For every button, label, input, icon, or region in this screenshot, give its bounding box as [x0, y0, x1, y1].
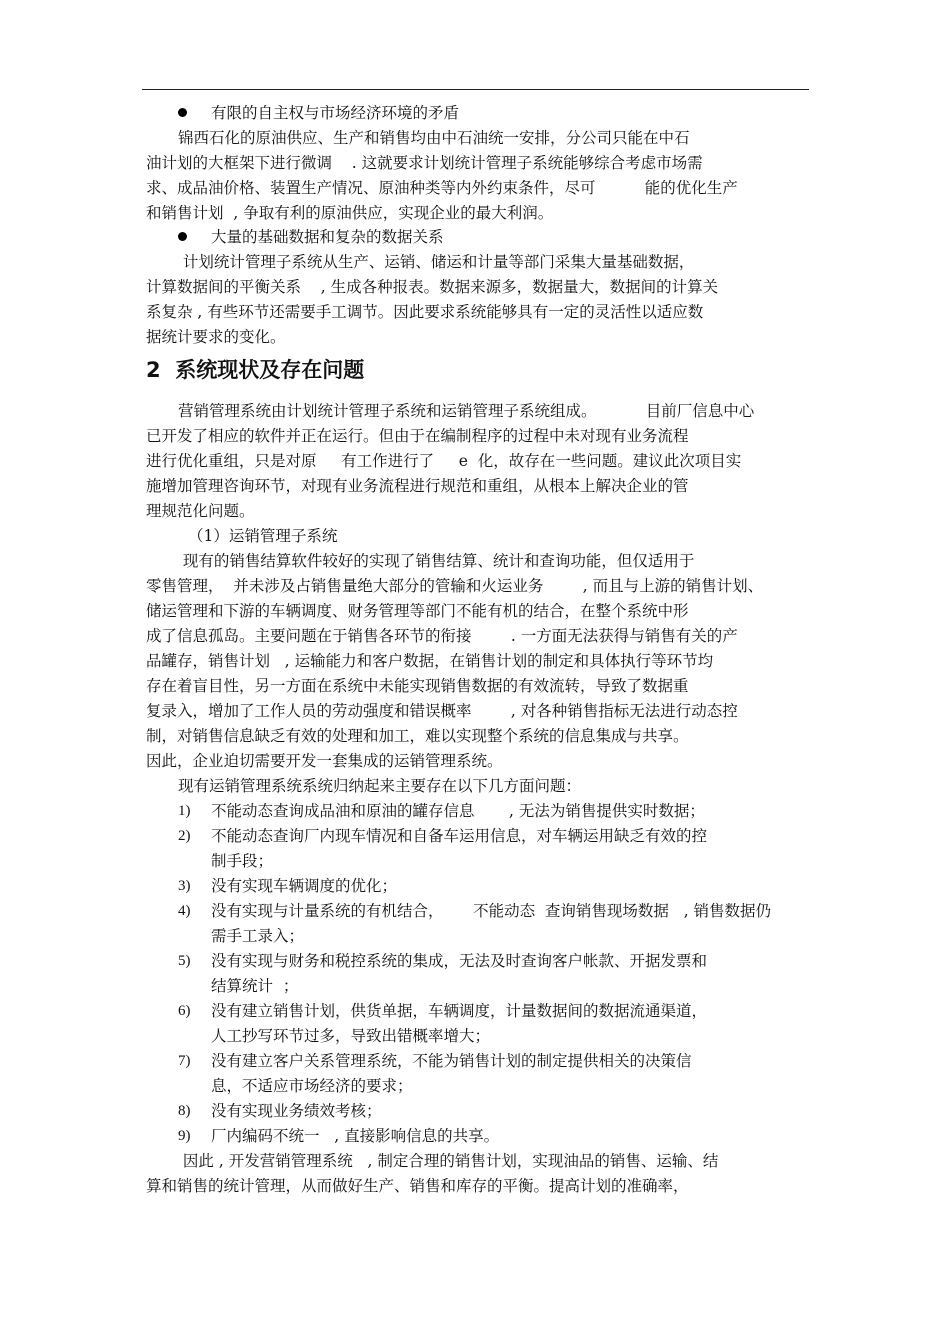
- paragraph-line: 因此，企业迫切需要开发一套集成的运销管理系统。: [146, 752, 503, 770]
- list-item: 没有建立客户关系管理系统，不能为销售计划的制定提供相关的决策信: [211, 1052, 692, 1070]
- list-number: 2): [178, 828, 191, 844]
- paragraph-line: 成了信息孤岛。主要问题在于销售各环节的衔接 . 一方面无法获得与销售有关的产: [146, 627, 738, 645]
- section-heading: 2 系统现状及存在问题: [146, 358, 365, 382]
- list-number: 6): [178, 1003, 191, 1019]
- paragraph-line: 现有的销售结算软件较好的实现了销售结算、统计和查询功能，但仅适用于: [178, 552, 695, 570]
- list-item: 不能动态查询厂内现车情况和自备车运用信息，对车辆运用缺乏有效的控: [211, 827, 708, 845]
- bullet-icon: [178, 108, 187, 117]
- bullet-item: 有限的自主权与市场经济环境的矛盾: [211, 104, 460, 122]
- list-item-continuation: 人工抄写环节过多，导致出错概率增大；: [211, 1027, 491, 1045]
- list-item: 没有实现业务绩效考核；: [211, 1102, 382, 1120]
- paragraph-line: 求、成品油价格、装置生产情况、原油种类等内外约束条件，尽可 能的优化生产: [146, 179, 738, 197]
- paragraph-line: 锦西石化的原油供应、生产和销售均由中石油统一安排，分公司只能在中石: [178, 129, 690, 147]
- list-item-continuation: 需手工录入；: [211, 927, 305, 945]
- paragraph-line: 据统计要求的变化。: [146, 328, 286, 346]
- list-item: 没有实现车辆调度的优化；: [211, 877, 398, 895]
- paragraph-line: 算和销售的统计管理，从而做好生产、销售和库存的平衡。提高计划的准确率，: [146, 1177, 689, 1195]
- paragraph-line: 因此 , 开发营销管理系统 , 制定合理的销售计划，实现油品的销售、运输、结: [178, 1152, 719, 1170]
- paragraph-line: 营销管理系统由计划统计管理子系统和运销管理子系统组成。 目前厂信息中心: [178, 402, 755, 420]
- list-item: 厂内编码不统一 , 直接影响信息的共享。: [211, 1127, 500, 1145]
- header-rule: [142, 89, 809, 90]
- bullet-item: 大量的基础数据和复杂的数据关系: [211, 228, 444, 246]
- paragraph-line: 系复杂 , 有些环节还需要手工调节。因此要求系统能够具有一定的灵活性以适应数: [146, 303, 704, 321]
- paragraph-line: 品罐存，销售计划 , 运输能力和客户数据，在销售计划的制定和具体执行等环节均: [146, 652, 714, 670]
- list-item: 不能动态查询成品油和原油的罐存信息 , 无法为销售提供实时数据；: [211, 802, 705, 820]
- list-item: 没有实现与财务和税控系统的集成，无法及时查询客户帐款、开据发票和: [211, 952, 708, 970]
- list-number: 4): [178, 903, 191, 919]
- paragraph-line: 已开发了相应的软件并正在运行。但由于在编制程序的过程中未对现有业务流程: [146, 427, 689, 445]
- list-item-continuation: 制手段；: [211, 852, 274, 870]
- list-item-continuation: 结算统计 ；: [211, 977, 299, 995]
- list-item-continuation: 息，不适应市场经济的要求；: [211, 1077, 413, 1095]
- list-intro: 现有运销管理系统系统归纳起来主要存在以下几方面问题：: [178, 777, 582, 795]
- paragraph-line: 制，对销售信息缺乏有效的处理和加工，难以实现整个系统的信息集成与共享。: [146, 727, 689, 745]
- list-number: 1): [178, 803, 191, 819]
- paragraph-line: 油计划的大框架下进行微调 . 这就要求计划统计管理子系统能够综合考虑市场需: [146, 154, 703, 172]
- paragraph-line: 和销售计划 , 争取有利的原油供应，实现企业的最大利润。: [146, 204, 554, 222]
- paragraph-line: 储运管理和下游的车辆调度、财务管理等部门不能有机的结合，在整个系统中形: [146, 602, 689, 620]
- paragraph-line: 计算数据间的平衡关系 , 生成各种报表。数据来源多，数据量大，数据间的计算关: [146, 278, 719, 296]
- list-number: 9): [178, 1128, 191, 1144]
- paragraph-line: 计划统计管理子系统从生产、运销、储运和计量等部门采集大量基础数据，: [178, 253, 695, 271]
- list-number: 3): [178, 878, 191, 894]
- paragraph-line: 复录入，增加了工作人员的劳动强度和错误概率 , 对各种销售指标无法进行动态控: [146, 702, 738, 720]
- subsection-heading: （1）运销管理子系统: [188, 527, 338, 545]
- list-item: 没有实现与计量系统的有机结合， 不能动态 查询销售现场数据 , 销售数据仍: [211, 902, 772, 920]
- paragraph-line: 进行优化重组，只是对原 有工作进行了 e 化，故存在一些问题。建议此次项目实: [146, 452, 742, 470]
- list-item: 没有建立销售计划，供货单据，车辆调度，计量数据间的数据流通渠道，: [211, 1002, 708, 1020]
- paragraph-line: 理规范化问题。: [146, 502, 255, 520]
- list-number: 7): [178, 1053, 191, 1069]
- list-number: 8): [178, 1103, 191, 1119]
- bullet-icon: [178, 232, 187, 241]
- paragraph-line: 施增加管理咨询环节，对现有业务流程进行规范和重组，从根本上解决企业的管: [146, 477, 689, 495]
- paragraph-line: 零售管理， 并未涉及占销售量绝大部分的管输和火运业务 , 而且与上游的销售计划、: [146, 577, 764, 595]
- list-number: 5): [178, 953, 191, 969]
- paragraph-line: 存在着盲目性，另一方面在系统中未能实现销售数据的有效流转，导致了数据重: [146, 677, 689, 695]
